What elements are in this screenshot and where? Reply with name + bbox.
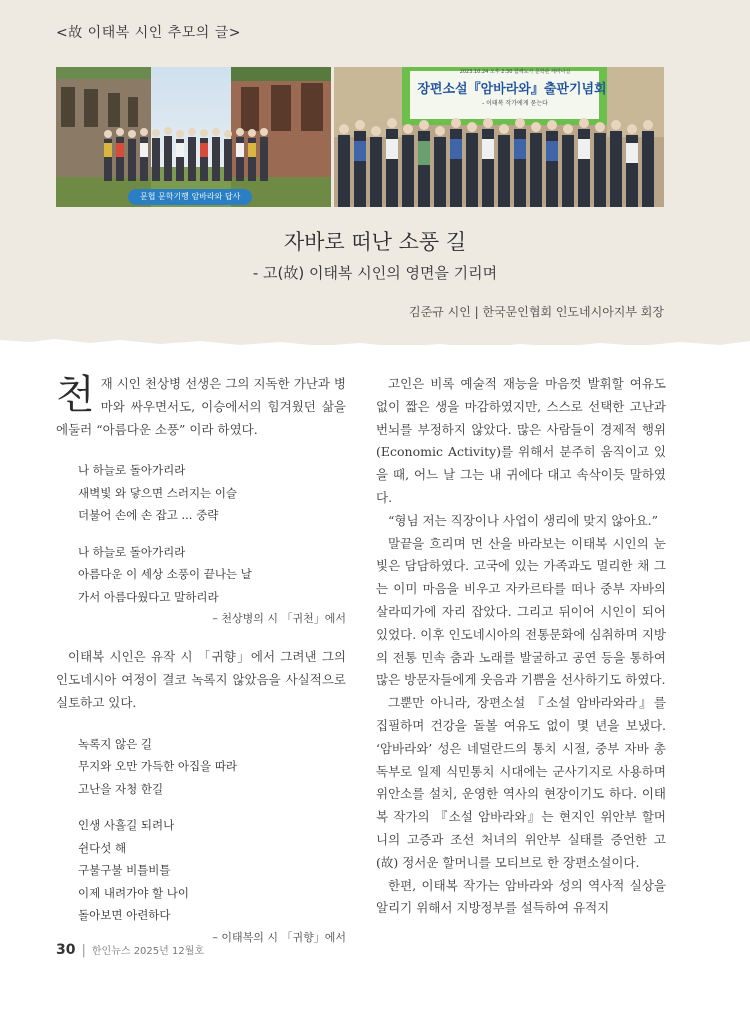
poem-line: 나 하늘로 돌아가리라	[78, 544, 186, 559]
body-paragraph: 고인은 비록 예술적 재능을 마음껏 발휘할 여유도 없이 짧은 생을 마감하였지만, 스스로 선택한 고난과 번뇌를 부정하지 않았다. 많은 사람들이 경제적 행위(Economic Activity)를 위해서 분주히 움직이고 있을 때, 어느 날 그는 내 귀에다 대고 속삭이듯 말하였다.	[376, 376, 666, 505]
poem-line: 더불어 손에 손 잡고 ... 중략	[78, 508, 219, 523]
poem-source: – 천상병의 시 「귀천」에서	[212, 612, 346, 626]
poem-line: 아름다운 이 세상 소풍이 끝나는 날	[78, 567, 252, 582]
right-column	[376, 373, 666, 920]
author-byline: 김준규 시인 | 한국문인협회 인도네시아지부 회장	[409, 305, 664, 319]
poem-line: 구불구불 비틀비틀	[78, 863, 171, 878]
torn-paper-edge	[0, 322, 750, 352]
photo-caption: 문협 문학기행 암바라와 답사	[128, 189, 252, 205]
poem-cheonsangbyeong	[56, 459, 346, 608]
middle-paragraph: 이태복 시인은 유작 시 「귀향」에서 그려낸 그의 인도네시아 여정이 결코 녹록지 않았음을 사실적으로 실토하고 있다.	[56, 649, 346, 710]
poem-line: 인생 사흘길 되려나	[78, 818, 175, 833]
poem-line: 나 하늘로 돌아가리라	[78, 463, 186, 478]
poem-source: – 이태복의 시 「귀향」에서	[212, 930, 346, 944]
banner-subtitle: - 이태복 작가에게 묻는다	[482, 100, 548, 107]
footer-separator: |	[81, 943, 86, 958]
poem-line: 쉰다섯 해	[78, 840, 127, 855]
poem-line: 돌아보면 아련하다	[78, 908, 171, 923]
left-column	[56, 373, 346, 945]
quote-paragraph: “형님 저는 직장이나 사업이 생리에 맞지 않아요.”	[388, 512, 659, 528]
banner-date-line: 2023.10.24 오후 2:30 함께도가 문학관 세미나실	[459, 69, 571, 75]
poem-line: 가서 아름다웠다고 말하리라	[78, 589, 219, 604]
intro-text: 재 시인 천상병 선생은 그의 지독한 가난과 병마와 싸우면서도, 이승에서의 힘겨웠던 삶을 에둘러 “아름다운 소풍” 이라 하였다.	[56, 376, 346, 437]
banner-title: 장편소설『암바라와』출판기념회	[417, 82, 607, 97]
poem-line: 녹록지 않은 길	[78, 736, 152, 751]
article-title: 자바로 떠난 소풍 길	[283, 230, 467, 254]
publication-name: 한인뉴스 2025년 12월호	[91, 946, 205, 957]
article-subtitle: - 고(故) 이태복 시인의 영면을 기리며	[252, 264, 498, 282]
poem-gwihyang	[56, 733, 346, 927]
dropcap: 천	[56, 372, 95, 418]
intro-paragraph	[56, 373, 346, 441]
poem-stanza-gap	[78, 527, 346, 541]
body-paragraph: 그뿐만 아니라, 장편소설 『소설 암바라와라』를 집필하며 건강을 돌볼 여유도 없이 몇 년을 보냈다. ‘암바라와’ 성은 네덜란드의 통치 시절, 중부 자바 총독부로 일제 식민통치 시대에는 군사기지로 사용하며 위안소를 설치, 운영한 역사의 현장이기도 하다. 이태복 작가의 『소설 암바라와』는 현지인 위안부 할머니의 고증과 조선 처녀의 위안부 실태를 증언한 고(故) 정서운 할머니를 모티브로 한 장편소설이다.	[376, 695, 666, 870]
page-footer	[56, 942, 204, 958]
poem-line: 이제 내려가야 할 나이	[78, 885, 189, 900]
poem-line: 새벽빛 와 닿으면 스러지는 이슬	[78, 485, 238, 500]
page-number: 30	[56, 942, 76, 958]
poem-stanza-gap	[78, 800, 346, 814]
body-paragraph: 말끝을 흐리며 먼 산을 바라보는 이태복 시인의 눈빛은 담담하였다. 고국에 있는 가족과도 멀리한 채 그는 이미 마음을 비우고 자카르타를 떠나 중부 자바의 살라띠가에 자리 잡았다. 그리고 뒤이어 시인이 되어 있었다. 이후 인도네시아의 전통문화에 심취하며 지방의 전통 민속 춤과 노래를 발굴하고 공연 등을 통하여 많은 방문자들에게 웃음과 기쁨을 선사하기도 하였다.	[376, 535, 666, 688]
ambarawa-fort-photo	[56, 67, 331, 207]
body-paragraph: 한편, 이태복 작가는 암바라와 성의 역사적 실상을 알리기 위해서 지방정부를 설득하여 유적지	[376, 877, 666, 916]
poem-line: 고난을 자청 한길	[78, 781, 164, 796]
poem-line: 무지와 오만 가득한 아집을 따라	[78, 759, 238, 774]
section-label: <故 이태복 시인 추모의 글>	[56, 25, 241, 41]
